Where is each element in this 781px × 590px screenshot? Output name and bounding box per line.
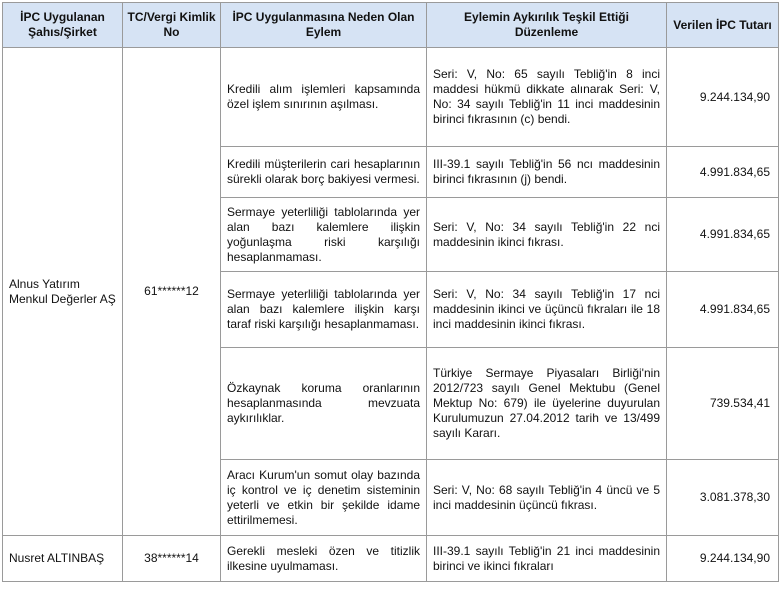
amount-cell: 4.991.834,65 <box>667 147 779 198</box>
regulation-cell: Seri: V, No: 65 sayılı Tebliğ'in 8 inci maddesi hükmü dikkate alınarak Seri: V, No: 34 sayılı Tebliğ'in 11 inci maddesinin birinci fıkrasının (c) bendi. <box>427 48 667 147</box>
action-cell: Sermaye yeterliliği tablolarında yer alan bazı kalemlere ilişkin yoğunlaşma riski karşılığı hesaplanmaması. <box>221 198 427 272</box>
person-tax-id: 38******14 <box>123 536 221 582</box>
penalty-table <box>2 2 779 582</box>
company-name: Alnus Yatırım Menkul Değerler AŞ <box>3 48 123 536</box>
amount-cell: 4.991.834,65 <box>667 198 779 272</box>
action-cell: Kredili alım işlemleri kapsamında özel işlem sınırının aşılması. <box>221 48 427 147</box>
header-amount: Verilen İPC Tutarı <box>667 3 779 48</box>
company-tax-id: 61******12 <box>123 48 221 536</box>
action-cell: Aracı Kurum'un somut olay bazında iç kontrol ve iç denetim sisteminin yeterli ve etkin bir şekilde idame ettirilmemesi. <box>221 460 427 536</box>
action-cell: Gerekli mesleki özen ve titizlik ilkesine uyulmaması. <box>221 536 427 582</box>
table-row <box>3 48 779 147</box>
regulation-cell: Seri: V, No: 34 sayılı Tebliğ'in 22 nci maddesinin ikinci fıkrası. <box>427 198 667 272</box>
amount-cell: 9.244.134,90 <box>667 48 779 147</box>
action-cell: Kredili müşterilerin cari hesaplarının sürekli olarak borç bakiyesi vermesi. <box>221 147 427 198</box>
header-row <box>3 3 779 48</box>
amount-cell: 3.081.378,30 <box>667 460 779 536</box>
amount-cell: 739.534,41 <box>667 348 779 460</box>
regulation-cell: III-39.1 sayılı Tebliğ'in 21 inci maddesinin birinci ve ikinci fıkraları <box>427 536 667 582</box>
header-regulation: Eylemin Aykırılık Teşkil Ettiği Düzenleme <box>427 3 667 48</box>
amount-cell: 4.991.834,65 <box>667 272 779 348</box>
action-cell: Özkaynak koruma oranlarının hesaplanmasında mevzuata aykırılıklar. <box>221 348 427 460</box>
regulation-cell: Seri: V, No: 68 sayılı Tebliğ'in 4 üncü ve 5 inci maddesinin üçüncü fıkrası. <box>427 460 667 536</box>
action-cell: Sermaye yeterliliği tablolarında yer alan bazı kalemlere ilişkin karşı taraf riski karşılığı hesaplanmaması. <box>221 272 427 348</box>
table-row <box>3 536 779 582</box>
header-id: TC/Vergi Kimlik No <box>123 3 221 48</box>
regulation-cell: III-39.1 sayılı Tebliğ'in 56 ncı maddesinin birinci fıkrasının (j) bendi. <box>427 147 667 198</box>
person-name: Nusret ALTINBAŞ <box>3 536 123 582</box>
regulation-cell: Seri: V, No: 34 sayılı Tebliğ'in 17 nci maddesinin ikinci ve üçüncü fıkraları ile 18 inci maddesinin ikinci fıkrası. <box>427 272 667 348</box>
header-person: İPC Uygulanan Şahıs/Şirket <box>3 3 123 48</box>
amount-cell: 9.244.134,90 <box>667 536 779 582</box>
header-action: İPC Uygulanmasına Neden Olan Eylem <box>221 3 427 48</box>
regulation-cell: Türkiye Sermaye Piyasaları Birliği'nin 2012/723 sayılı Genel Mektubu (Genel Mektup No: 679) ile üyelerine duyurulan Kurulumuzun 27.04.2012 tarih ve 13/499 sayılı Kararı. <box>427 348 667 460</box>
